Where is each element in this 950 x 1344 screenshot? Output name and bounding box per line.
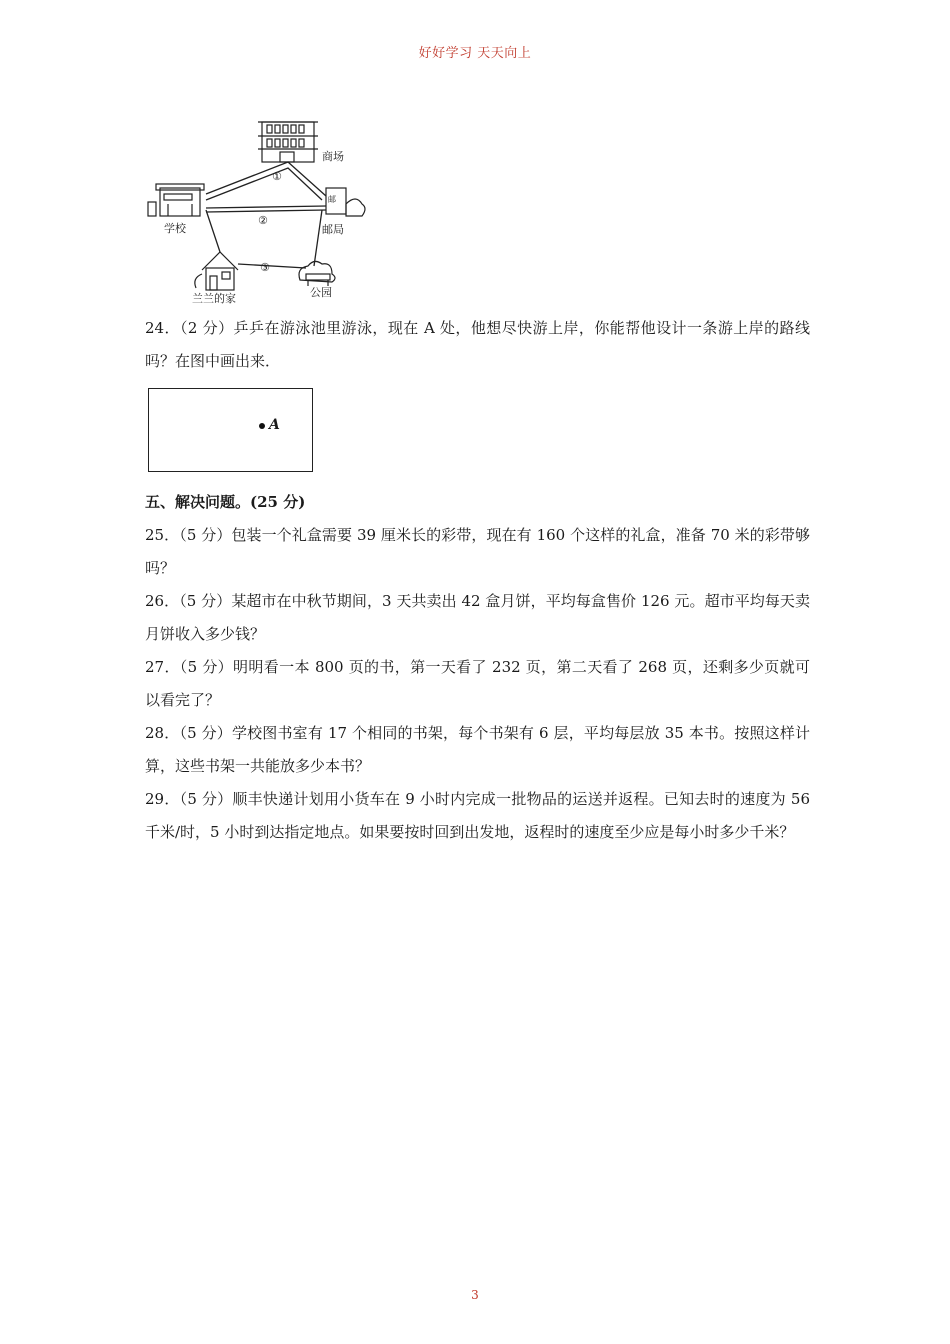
question-28: 28．（5 分）学校图书室有 17 个相同的书架，每个书架有 6 层，平均每层放 35 本书。按照这样计算，这些书架一共能放多少本书？ [145, 724, 810, 775]
swimming-pool-diagram [148, 388, 313, 472]
point-a-label: A [269, 417, 280, 433]
route-map-figure [140, 112, 380, 307]
page-number: 3 [471, 1288, 479, 1302]
mall-building-icon [258, 122, 318, 162]
section-title-5: 五、解决问题。(25 分) [145, 493, 306, 511]
post-office-label: 邮局 [322, 223, 344, 236]
mall-label: 商场 [322, 150, 344, 163]
question-24: 24．（2 分）乒乒在游泳池里游泳，现在 A 处，他想尽快游上岸，你能帮他设计一条游上岸的路线吗？在图中画出来． [145, 319, 810, 370]
school-label: 学校 [164, 222, 186, 235]
home-label: 兰兰的家 [192, 292, 236, 305]
park-icon [299, 261, 335, 286]
svg-text:邮: 邮 [328, 195, 336, 204]
question-26: 26．（5 分）某超市在中秋节期间，3 天共卖出 42 盒月饼，平均每盒售价 126 元。超市平均每天卖月饼收入多少钱？ [145, 592, 810, 643]
home-house-icon [195, 252, 238, 290]
question-29: 29．（5 分）顺丰快递计划用小货车在 9 小时内完成一批物品的运送并返程。已知去时的速度为 56 千米/时，5 小时到达指定地点。如果要按时回到出发地，返程时的速度至少应是每小时多少千米？ [145, 790, 810, 841]
page-header: 好好学习 天天向上 [418, 46, 532, 61]
post-office-icon [326, 188, 365, 216]
question-27: 27．（5 分）明明看一本 800 页的书，第一天看了 232 页，第二天看了 268 页，还剩多少页就可以看完了？ [145, 658, 810, 709]
route-3-label: ③ [260, 261, 270, 274]
point-a-dot-icon [259, 423, 265, 429]
questions-content [145, 312, 810, 849]
question-25: 25．（5 分）包装一个礼盒需要 39 厘米长的彩带，现在有 160 个这样的礼盒，准备 70 米的彩带够吗？ [145, 526, 810, 577]
route-1-label: ① [272, 170, 282, 183]
park-label: 公园 [310, 286, 332, 299]
route-2-label: ② [258, 214, 268, 227]
school-building-icon [148, 184, 204, 216]
